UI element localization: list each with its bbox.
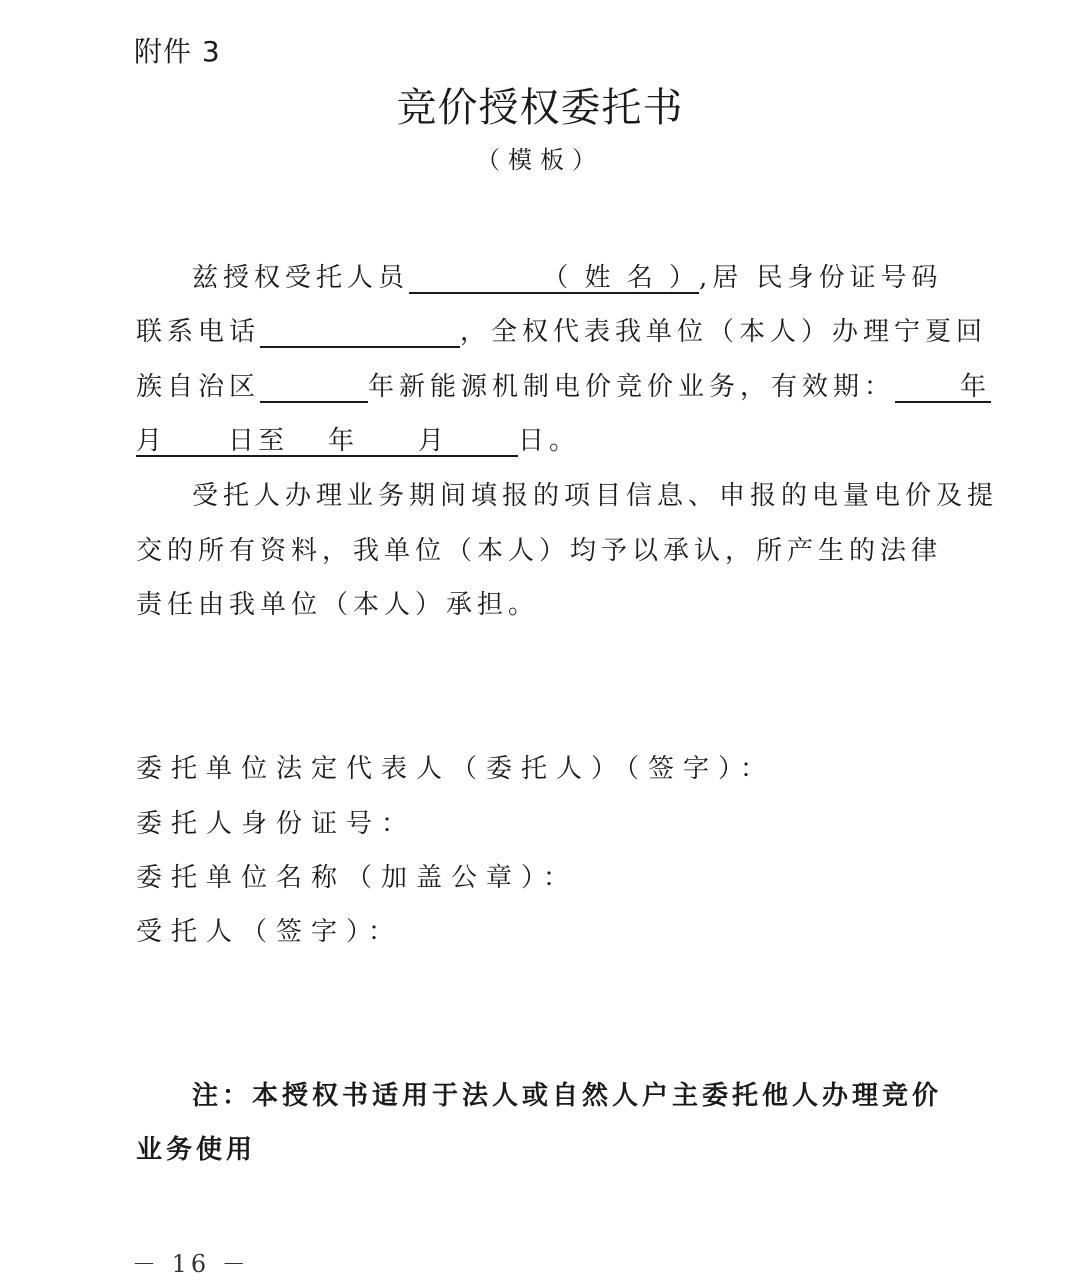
trustee-signature: 受托人（签字）： <box>136 917 404 947</box>
paragraph1-line4 <box>136 425 580 457</box>
validity-period-blank <box>136 425 518 457</box>
name-blank <box>409 262 699 294</box>
unit-name-seal: 委托单位名称（加盖公章）： <box>136 863 579 893</box>
valid-to-year-label: 年 <box>328 426 359 456</box>
paragraph1-line3 <box>136 371 991 403</box>
paragraph1-line1-prefix: 兹授权受托人员 <box>192 263 410 293</box>
paragraph1-line3-prefix: 族自治区 <box>136 372 261 402</box>
document-title: 竞价授权委托书 <box>396 85 684 131</box>
valid-from-year-blank <box>895 371 991 403</box>
paragraph1-line1 <box>192 262 943 294</box>
legal-representative-signature: 委托单位法定代表人（委托人）（签字）： <box>136 754 776 784</box>
paragraph2-line2: 交的所有资料，我单位（本人）均予以承认，所产生的法律 <box>136 536 943 566</box>
page-number: － 16 － <box>132 1250 250 1278</box>
paragraph2-line3: 责任由我单位（本人）承担。 <box>136 590 540 620</box>
note-line1: 注：本授权书适用于法人或自然人户主委托他人办理竞价 <box>192 1081 943 1111</box>
attachment-label: 附件 3 <box>134 35 221 68</box>
paragraph2-line1: 受托人办理业务期间填报的项目信息、申报的电量电价及提 <box>192 481 999 511</box>
valid-day-to-label: 日至 <box>228 426 289 456</box>
valid-from-year-label: 年 <box>960 372 992 402</box>
document-subtitle: （模板） <box>476 146 604 174</box>
valid-from-month-label: 月 <box>136 426 167 456</box>
paragraph1-line2 <box>136 316 987 348</box>
note-line2: 业务使用 <box>136 1135 257 1165</box>
paragraph1-line2-prefix: 联系电话 <box>136 317 261 347</box>
year-blank <box>260 371 368 403</box>
paragraph1-line3-middle: 年新能源机制电价竞价业务，有效期： <box>368 372 896 402</box>
valid-to-day-label: 日。 <box>518 426 581 456</box>
paragraph1-line1-suffix: ,居 民身份证号码 <box>699 263 943 293</box>
valid-to-month-label: 月 <box>418 426 449 456</box>
phone-blank <box>260 316 460 348</box>
paragraph1-line2-suffix: ，全权代表我单位（本人）办理宁夏回 <box>460 317 988 347</box>
name-blank-label: （ 姓 名 ） <box>542 263 700 293</box>
trustor-id-number: 委托人身份证号： <box>136 809 417 839</box>
